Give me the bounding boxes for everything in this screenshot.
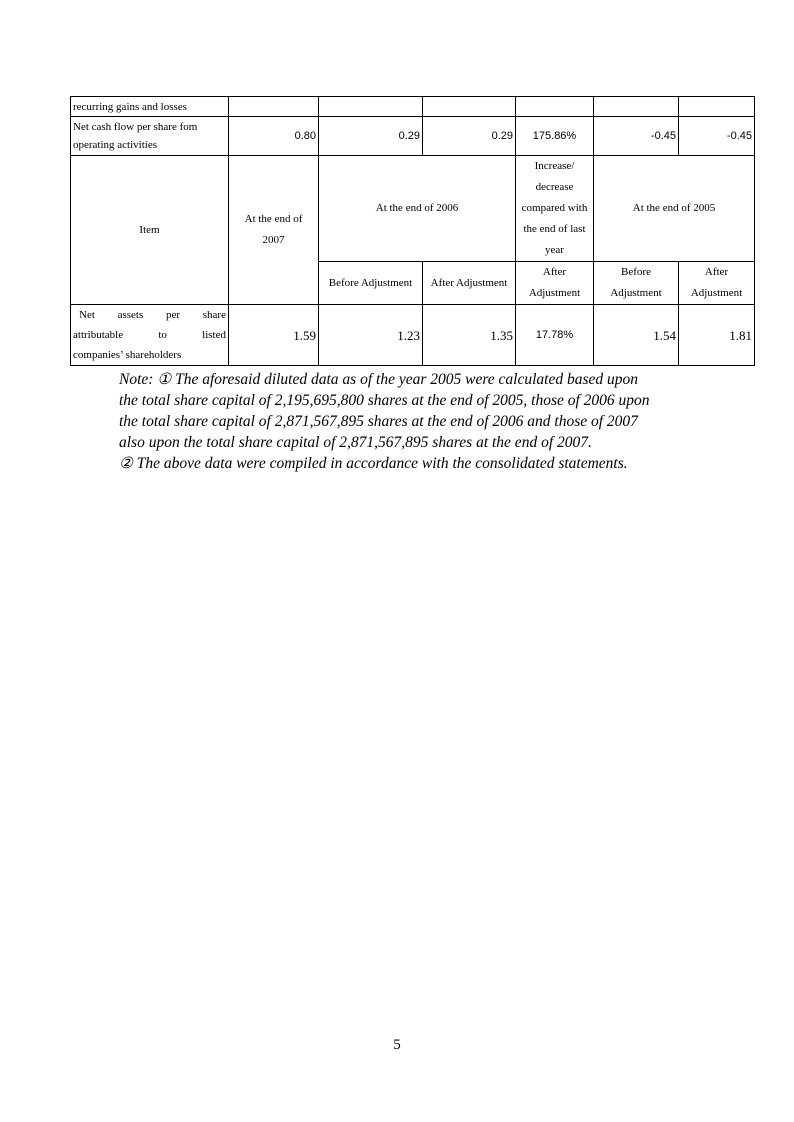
value-2006-before: 0.29 — [319, 117, 423, 156]
table-row — [71, 305, 755, 366]
note-line: the total share capital of 2,871,567,895 shares at the end of 2006 and those of 2007 — [119, 413, 638, 430]
header-end-2007: At the end of 2007 — [229, 156, 319, 305]
header-item: Item — [71, 156, 229, 305]
header-change-after: After Adjustment — [516, 262, 594, 305]
note-line: ② The above data were compiled in accordance with the consolidated statements. — [119, 455, 628, 472]
header-end-2005: At the end of 2005 — [594, 156, 755, 262]
table-row — [71, 97, 755, 117]
page-number: 5 — [393, 1037, 401, 1053]
note-line: the total share capital of 2,195,695,800 shares at the end of 2005, those of 2006 upon — [119, 392, 650, 409]
value-2005-before: 1.54 — [594, 305, 679, 366]
value-2006-after: 0.29 — [423, 117, 516, 156]
note-line: Note: ① The aforesaid diluted data as of the year 2005 were calculated based upon — [119, 371, 639, 388]
table-row — [71, 117, 755, 156]
note-line: also upon the total share capital of 2,871,567,895 shares at the end of 2007. — [119, 434, 592, 451]
header-2005-before: Before Adjustment — [594, 262, 679, 305]
row-label: Net cash flow per share fom operating activities — [71, 117, 229, 156]
value-2007: 0.80 — [229, 117, 319, 156]
header-2005-after: After Adjustment — [679, 262, 755, 305]
value-2005-before: -0.45 — [594, 117, 679, 156]
header-2006-before: Before Adjustment — [319, 262, 423, 305]
value-2007: 1.59 — [229, 305, 319, 366]
value-2006-before: 1.23 — [319, 305, 423, 366]
table-note — [119, 369, 699, 474]
value-2005-after: 1.81 — [679, 305, 755, 366]
row-label: Net assets per share attributable to listed companies’ shareholders — [71, 305, 229, 366]
value-2006-after: 1.35 — [423, 305, 516, 366]
header-end-2006: At the end of 2006 — [319, 156, 516, 262]
header-2006-after: After Adjustment — [423, 262, 516, 305]
row-label: recurring gains and losses — [71, 97, 229, 117]
financial-indicators-table — [70, 96, 755, 366]
value-change: 175.86% — [516, 117, 594, 156]
table-header-row — [71, 156, 755, 262]
value-change: 17.78% — [516, 305, 594, 366]
header-change: Increase/ decrease compared with the end of last year — [516, 156, 594, 262]
value-2005-after: -0.45 — [679, 117, 755, 156]
